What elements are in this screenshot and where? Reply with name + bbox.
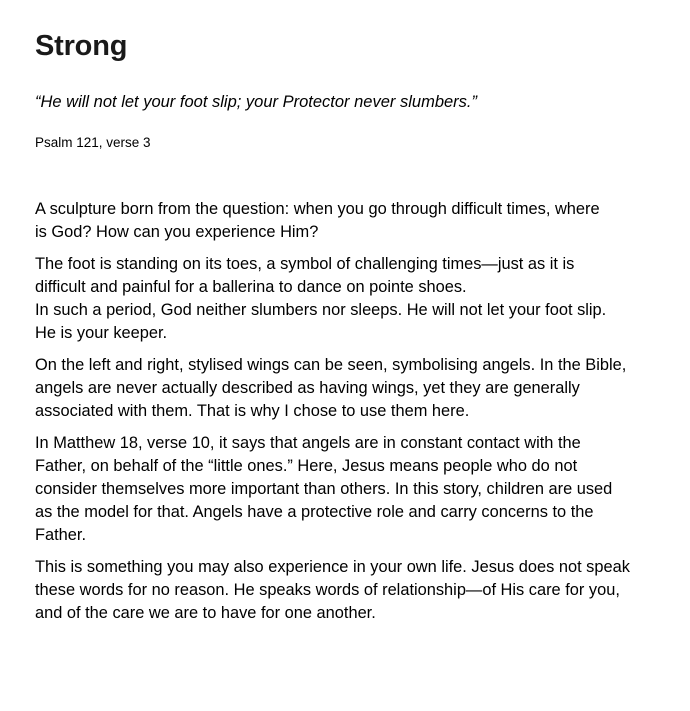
paragraph-line: He is your keeper.: [35, 324, 168, 342]
scripture-reference: Psalm 121, verse 3: [35, 135, 151, 150]
paragraph-4: [35, 432, 655, 547]
scripture-quote: “He will not let your foot slip; your Protector never slumbers.”: [35, 93, 477, 111]
paragraph-5: [35, 556, 655, 625]
paragraph-1: [35, 198, 655, 244]
paragraph-3: [35, 354, 655, 423]
paragraph-line: difficult and painful for a ballerina to dance on pointe shoes.: [35, 278, 467, 296]
paragraph-line: In such a period, God neither slumbers nor sleeps. He will not let your foot slip.: [35, 301, 607, 319]
paragraph-line: consider themselves more important than others. In this story, children are used: [35, 480, 613, 498]
paragraph-line: these words for no reason. He speaks words of relationship—of His care for you,: [35, 581, 620, 599]
paragraph-line: and of the care we are to have for one another.: [35, 604, 376, 622]
paragraph-line: associated with them. That is why I chose to use them here.: [35, 402, 470, 420]
paragraph-line: is God? How can you experience Him?: [35, 223, 319, 241]
paragraph-line: angels are never actually described as having wings, yet they are generally: [35, 379, 580, 397]
paragraph-line: as the model for that. Angels have a protective role and carry concerns to the: [35, 503, 594, 521]
body-text: [35, 198, 655, 634]
paragraph-line: This is something you may also experience in your own life. Jesus does not speak: [35, 558, 630, 576]
paragraph-line: A sculpture born from the question: when you go through difficult times, where: [35, 200, 600, 218]
paragraph-2: [35, 253, 655, 345]
paragraph-line: The foot is standing on its toes, a symbol of challenging times—just as it is: [35, 255, 575, 273]
page-title: Strong: [35, 30, 128, 62]
paragraph-line: In Matthew 18, verse 10, it says that angels are in constant contact with the: [35, 434, 581, 452]
paragraph-line: Father, on behalf of the “little ones.” Here, Jesus means people who do not: [35, 457, 578, 475]
paragraph-line: Father.: [35, 526, 87, 544]
paragraph-line: On the left and right, stylised wings can be seen, symbolising angels. In the Bible,: [35, 356, 627, 374]
